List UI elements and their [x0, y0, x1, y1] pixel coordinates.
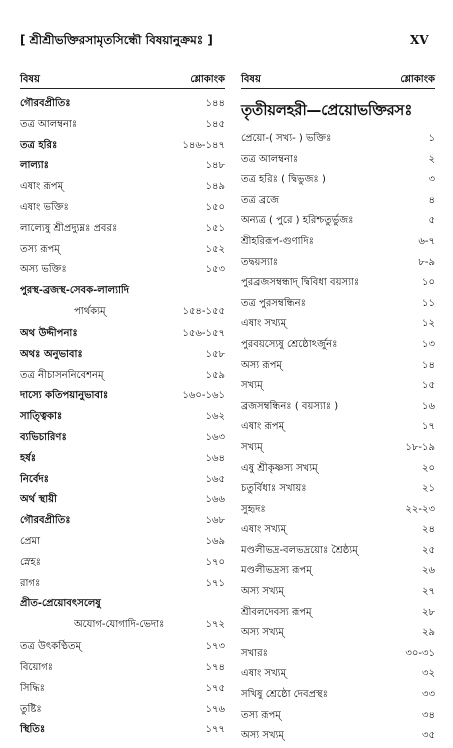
toc-entry-topic: এষাং সখ্যম্: [241, 524, 287, 536]
toc-entry-verse-number: ২৬: [421, 565, 435, 577]
toc-entry-verse-number: ১৬০-১৬১: [182, 390, 225, 402]
toc-entry-topic: ব্যভিচারিণঃ: [20, 431, 67, 443]
left-column: [20, 70, 225, 742]
toc-entry-verse-number: ১৭৪: [205, 661, 225, 673]
running-title: [ শ্রীশ্রীভক্তিরসামৃতসিন্ধৌ বিষয়ানুক্রমঃ ]: [20, 33, 213, 47]
toc-entry-verse-number: ৩০-৩১: [405, 647, 435, 659]
toc-entry-topic: তুষ্টিঃ: [20, 703, 42, 715]
left-column-header: [20, 70, 225, 89]
toc-entry-verse-number: ৮-৯: [418, 256, 435, 268]
toc-entry-verse-number: ২৪: [422, 524, 435, 536]
toc-entry: [241, 254, 435, 275]
toc-entry: [20, 471, 225, 492]
toc-entry-verse-number: ১৫৯: [205, 369, 225, 381]
toc-entry: [20, 533, 225, 554]
toc-entry-topic: লাল্যেষু শ্রীপ্রদ্যুম্নঃ প্রবরঃ: [20, 222, 118, 234]
toc-entry: [241, 171, 435, 192]
toc-entry-verse-number: ১৬৯: [205, 535, 225, 547]
toc-entry-topic: নির্বেদঃ: [20, 473, 49, 485]
toc-entry: [20, 261, 225, 282]
toc-entry-verse-number: ১৬৪: [205, 452, 225, 464]
toc-entry-topic: সখ্যম্: [241, 441, 263, 453]
toc-entry: [20, 178, 225, 199]
toc-entry: [20, 595, 225, 616]
toc-entry-verse-number: ১৬২: [205, 411, 225, 423]
right-toc-list: [241, 130, 435, 748]
toc-entry: [241, 501, 435, 522]
toc-entry-topic: তত্র আলম্বনাঃ: [241, 153, 299, 165]
toc-entry: [241, 460, 435, 481]
toc-entry-topic: পার্থক্যম্: [74, 305, 106, 317]
toc-entry-verse-number: ৩৪: [422, 709, 435, 721]
toc-entry-topic: মণ্ডলীভদ্রস্য রূপম্: [241, 565, 312, 577]
toc-entry-verse-number: ১৬৬: [205, 494, 225, 506]
toc-entry-verse-number: ১৫৬-১৫৭: [182, 327, 225, 339]
toc-entry-verse-number: ২৯: [422, 627, 435, 639]
toc-entry-verse-number: ১৪৫: [205, 118, 225, 130]
verse-number-heading: শ্লোকাংক: [400, 74, 435, 85]
toc-entry-topic: সুহৃদঃ: [241, 503, 266, 515]
toc-entry-topic: অস্য সখ্যম্: [241, 586, 284, 598]
toc-entry-verse-number: ৩২: [421, 668, 435, 680]
toc-entry: [241, 624, 435, 645]
toc-entry-topic: সখারঃ: [241, 647, 268, 659]
toc-entry-verse-number: ১৩: [422, 338, 435, 350]
toc-entry: [241, 336, 435, 357]
toc-entry-verse-number: ১৫২: [205, 243, 225, 255]
toc-entry-topic: ব্রজসম্বন্ধিনঃ ( বয়স্যাঃ ): [241, 400, 339, 412]
section-title: তৃতীয়লহরী—প্রেয়োভক্তিরসঃ: [241, 101, 413, 119]
toc-entry-topic: তত্র উৎকণ্ঠিতম্: [20, 641, 82, 653]
toc-entry: [20, 282, 225, 303]
toc-entry-verse-number: ১৬৫: [205, 473, 225, 485]
toc-entry-topic: প্রীত-প্রেয়োবৎসলেষু: [20, 598, 101, 610]
toc-entry-topic: লাল্যাঃ: [20, 160, 49, 172]
toc-entry-verse-number: ২০: [421, 462, 435, 474]
toc-entry-verse-number: ২৮: [422, 606, 435, 618]
toc-entry-topic: এষাং সখ্যম্: [241, 668, 287, 680]
toc-entry-verse-number: ১৭৭: [205, 724, 225, 736]
toc-entry: [241, 357, 435, 378]
toc-entry-verse-number: ১৬৮: [205, 515, 225, 527]
verse-number-heading: শ্লোকাংক: [190, 74, 225, 85]
toc-entry-verse-number: ৩৫: [422, 730, 435, 742]
toc-entry: [20, 346, 225, 367]
toc-entry: [241, 542, 435, 563]
toc-entry-topic: এষু শ্রীকৃষ্ণস্য সখ্যম্: [241, 462, 318, 474]
toc-entry-topic: এষাং ভক্তিঃ: [20, 201, 69, 213]
toc-entry: [241, 295, 435, 316]
toc-entry-verse-number: ১৭০: [205, 556, 225, 568]
toc-entry: [20, 303, 225, 325]
toc-entry-verse-number: ১৭২: [205, 619, 225, 631]
toc-entry: [20, 220, 225, 241]
toc-entry-topic: অস্য রূপম্: [241, 359, 282, 371]
toc-entry-topic: তত্র পুরসম্বন্ধিনঃ: [241, 297, 306, 309]
right-column-header: [241, 70, 435, 89]
toc-entry-topic: এষাং রূপম্: [20, 181, 64, 193]
toc-entry: [241, 665, 435, 686]
toc-entry-topic: সাত্ত্বিকাঃ: [20, 411, 63, 423]
toc-entry: [241, 583, 435, 604]
toc-entry-topic: এষাং সখ্যম্: [241, 318, 287, 330]
toc-entry: [20, 199, 225, 220]
toc-entry-verse-number: ১২: [422, 318, 435, 330]
toc-entry-topic: হর্ষঃ: [20, 452, 37, 464]
toc-entry: [241, 521, 435, 542]
toc-entry-verse-number: ১৭: [422, 421, 435, 433]
toc-entry-topic: স্নেহঃ: [20, 556, 41, 568]
toc-entry-verse-number: ১৬৩: [205, 431, 225, 443]
toc-entry-verse-number: ১৫৮: [205, 348, 225, 360]
toc-entry: [241, 707, 435, 728]
toc-entry-topic: অস্য সখ্যম্: [241, 627, 284, 639]
toc-entry: [20, 116, 225, 137]
toc-entry-topic: বিয়োগঃ: [20, 661, 54, 673]
toc-entry-verse-number: ১৭৩: [205, 641, 225, 653]
toc-entry-topic: তত্র হরিঃ ( দ্বিভুজঃ ): [241, 174, 326, 186]
topic-heading: বিষয়: [241, 74, 261, 85]
toc-entry-verse-number: ৫: [428, 215, 435, 227]
toc-entry-verse-number: ১৫১: [205, 222, 225, 234]
toc-entry-verse-number: ১৪৯: [205, 181, 225, 193]
toc-entry-verse-number: ১৪৬-১৪৭: [182, 139, 225, 151]
toc-entry-topic: গৌরবপ্রীতিঃ: [20, 515, 71, 527]
right-column: [241, 70, 435, 748]
toc-entry-verse-number: ২৫: [422, 544, 435, 556]
toc-entry-topic: তত্র নীচাসননিবেশনম্: [20, 369, 104, 381]
toc-entry-verse-number: ১৬: [422, 400, 435, 412]
toc-entry-verse-number: ১৮-১৯: [405, 441, 435, 453]
toc-entry-topic: স্থিতিঃ: [20, 724, 46, 736]
toc-entry-topic: অন্যত্র ( পুরে ) হরিশ্চতুর্ভুজঃ: [241, 215, 354, 227]
toc-entry: [241, 130, 435, 151]
toc-entry-verse-number: ১: [428, 133, 435, 144]
toc-entry-verse-number: ১৪: [422, 359, 435, 371]
toc-entry-topic: অযোগ-যোগাদি-ভেদাঃ: [74, 619, 165, 631]
toc-entry: [20, 241, 225, 262]
toc-entry: [20, 367, 225, 388]
toc-entry: [20, 721, 225, 742]
toc-entry-topic: অথঃ অনুভাবাঃ: [20, 348, 83, 360]
toc-entry-topic: অস্য সখ্যম্: [241, 730, 284, 742]
toc-entry: [20, 616, 225, 638]
toc-entry-verse-number: ১৭৬: [205, 703, 225, 715]
toc-entry: [241, 480, 435, 501]
toc-entry: [241, 645, 435, 666]
toc-entry: [20, 95, 225, 116]
toc-entry-verse-number: ২২-২৩: [405, 503, 435, 515]
left-toc-list: [20, 95, 225, 742]
toc-entry: [20, 450, 225, 471]
toc-entry-topic: প্রেমা: [20, 535, 40, 547]
toc-entry: [241, 562, 435, 583]
toc-entry-topic: সিদ্ধিঃ: [20, 682, 45, 694]
topic-heading: বিষয়: [20, 74, 40, 85]
toc-entry: [20, 512, 225, 533]
toc-entry-topic: তত্র ব্রজে: [241, 194, 280, 206]
toc-entry: [20, 659, 225, 680]
toc-entry: [20, 575, 225, 596]
toc-entry-topic: পুরস্থ-ব্রজস্থ-সেবক-লাল্যাদি: [20, 285, 129, 297]
toc-entry-topic: সখ্যম্: [241, 380, 263, 392]
toc-entry-verse-number: ১৫: [422, 380, 435, 392]
toc-entry-verse-number: ৪: [428, 194, 435, 206]
toc-entry-verse-number: ২৭: [421, 586, 435, 598]
toc-entry-topic: অথ উদ্দীপনাঃ: [20, 327, 78, 339]
toc-entry-topic: শ্রীহরিরূপ-গুণাদিঃ: [241, 235, 314, 247]
toc-entry-topic: তদ্বয়স্যাঃ: [241, 256, 279, 268]
toc-entry: [241, 727, 435, 748]
toc-entry: [241, 377, 435, 398]
toc-entry: [241, 686, 435, 707]
toc-entry-topic: রাগঃ: [20, 577, 41, 589]
toc-entry-topic: শ্রীবলদেবস্য রূপম্: [241, 606, 312, 618]
toc-entry-topic: অর্থ স্থায়ী: [20, 494, 57, 506]
toc-entry: [241, 233, 435, 254]
page-number: XV: [410, 33, 429, 47]
toc-entry-verse-number: ৩: [428, 174, 435, 186]
toc-entry-verse-number: ২১: [422, 483, 435, 495]
toc-entry-topic: পুরব্রজসম্বন্ধাদ্ দ্বিবিধা বয়স্যাঃ: [241, 277, 360, 289]
toc-entry-topic: মণ্ডলীভদ্র-বলভদ্রয়োঃ শ্রৈষ্ঠ্যম্: [241, 544, 358, 556]
toc-entry-verse-number: ১০: [422, 277, 435, 289]
toc-entry: [241, 604, 435, 625]
toc-entry: [241, 315, 435, 336]
toc-entry-verse-number: ৩৩: [421, 689, 435, 701]
toc-entry: [20, 680, 225, 701]
toc-entry-topic: দাস্যে কতিপয়ানুভাবাঃ: [20, 390, 109, 402]
toc-entry-topic: চতুর্বিধাঃ সখায়ঃ: [241, 483, 307, 495]
toc-entry: [20, 554, 225, 575]
toc-entry-verse-number: ১৪৪: [205, 98, 225, 109]
toc-entry: [20, 491, 225, 512]
toc-entry: [241, 418, 435, 439]
toc-entry-topic: অস্য ভক্তিঃ: [20, 264, 67, 276]
toc-entry-verse-number: ৬-৭: [418, 235, 435, 247]
toc-entry: [241, 274, 435, 295]
toc-entry-verse-number: ১৭৫: [205, 682, 225, 694]
toc-entry-topic: তস্য রূপম্: [241, 709, 281, 721]
toc-entry: [241, 212, 435, 233]
toc-entry: [20, 325, 225, 346]
toc-entry-verse-number: ১৪৮: [205, 160, 225, 172]
toc-entry-verse-number: ১১: [422, 297, 435, 309]
toc-entry-topic: এষাং রূপম্: [241, 421, 285, 433]
toc-entry-topic: প্রেয়ো-( সখ্য- ) ভক্তিঃ: [241, 133, 332, 144]
toc-entry-verse-number: ১৭১: [205, 577, 225, 589]
toc-entry: [20, 429, 225, 450]
toc-entry-topic: সখিষু শ্রেষ্ঠো দেবপ্রস্থঃ: [241, 689, 328, 701]
toc-entry: [20, 408, 225, 429]
toc-entry-verse-number: ১৫০: [205, 201, 225, 213]
toc-entry: [241, 151, 435, 172]
toc-entry: [20, 137, 225, 158]
toc-entry-topic: গৌরবপ্রীতিঃ: [20, 98, 71, 109]
toc-entry: [20, 157, 225, 178]
toc-entry: [20, 638, 225, 659]
toc-entry-verse-number: ১৫৪-১৫৫: [182, 305, 225, 317]
toc-entry: [20, 387, 225, 408]
toc-entry: [241, 192, 435, 213]
toc-entry-verse-number: ১৫৩: [205, 264, 225, 276]
toc-entry: [241, 398, 435, 419]
toc-entry: [20, 701, 225, 722]
toc-entry-topic: তস্য রূপম্: [20, 243, 60, 255]
toc-entry: [241, 439, 435, 460]
toc-entry-topic: পুরবয়স্যেষু শ্রেষ্ঠোঽর্জুনঃ: [241, 338, 338, 350]
toc-entry-verse-number: ২: [428, 153, 435, 165]
page-header: [0, 0, 453, 54]
toc-entry-topic: তত্র হরিঃ: [20, 139, 58, 151]
toc-entry-topic: তত্র আলম্বনাঃ: [20, 118, 78, 130]
